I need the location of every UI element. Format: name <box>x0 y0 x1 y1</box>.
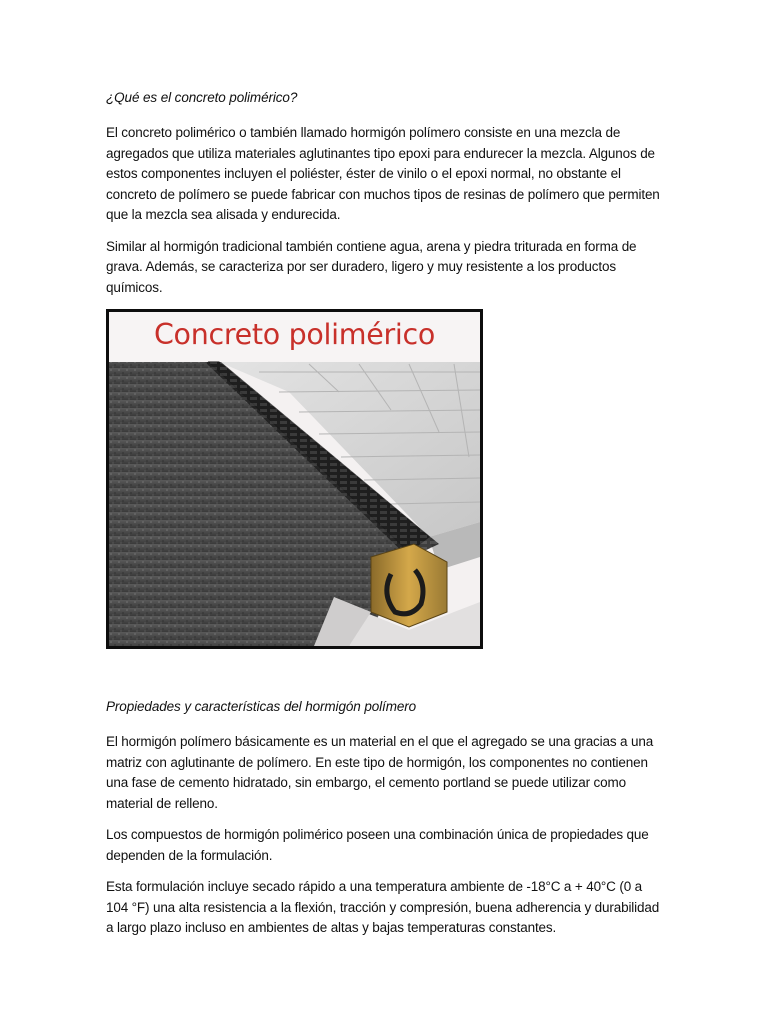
section-properties <box>106 697 662 939</box>
section-heading-que-es: ¿Qué es el concreto polimérico? <box>106 90 298 105</box>
drain-illustration <box>109 312 480 646</box>
image-caption: Concreto polimérico <box>153 318 436 351</box>
document-page <box>106 88 662 950</box>
paragraph-definition: El concreto polimérico o también llamado hormigón polímero consiste en una mezcla de agregados que utiliza materiales aglutinantes tipo epoxi para endurecer la mezcla. Algunos de estos componentes incluyen el poliéster, éster de vinilo o el epoxi normal, no obstante el concreto de polímero se puede fabricar con muchos tipos de resinas de polímero que permiten que la mezcla sea alisada y endurecida. <box>106 125 660 222</box>
paragraph-formulation: Esta formulación incluye secado rápido a una temperatura ambiente de -18°C a + 40°C (0 a 104 °F) una alta resistencia a la flexión, tracción y compresión, buena adherencia y durabilidad a largo plazo incluso en ambientes de altas y bajas temperaturas constantes. <box>106 879 660 935</box>
paragraph-composites: Los compuestos de hormigón polimérico poseen una combinación única de propiedades que dependen de la formulación. <box>106 827 649 863</box>
section-heading-propiedades: Propiedades y características del hormigón polímero <box>106 699 417 714</box>
paragraph-similar: Similar al hormigón tradicional también contiene agua, arena y piedra triturada en forma de grava. Además, se caracteriza por ser duradero, ligero y muy resistente a los productos químicos. <box>106 238 637 295</box>
paragraph-matrix: El hormigón polímero básicamente es un material en el que el agregado se una gracias a una matriz con aglutinante de polímero. En este tipo de hormigón, los componentes no contienen una fase de cemento hidratado, sin embargo, el cemento portland se puede utilizar como material de relleno. <box>106 734 654 811</box>
polymer-concrete-drain-image <box>106 309 483 649</box>
